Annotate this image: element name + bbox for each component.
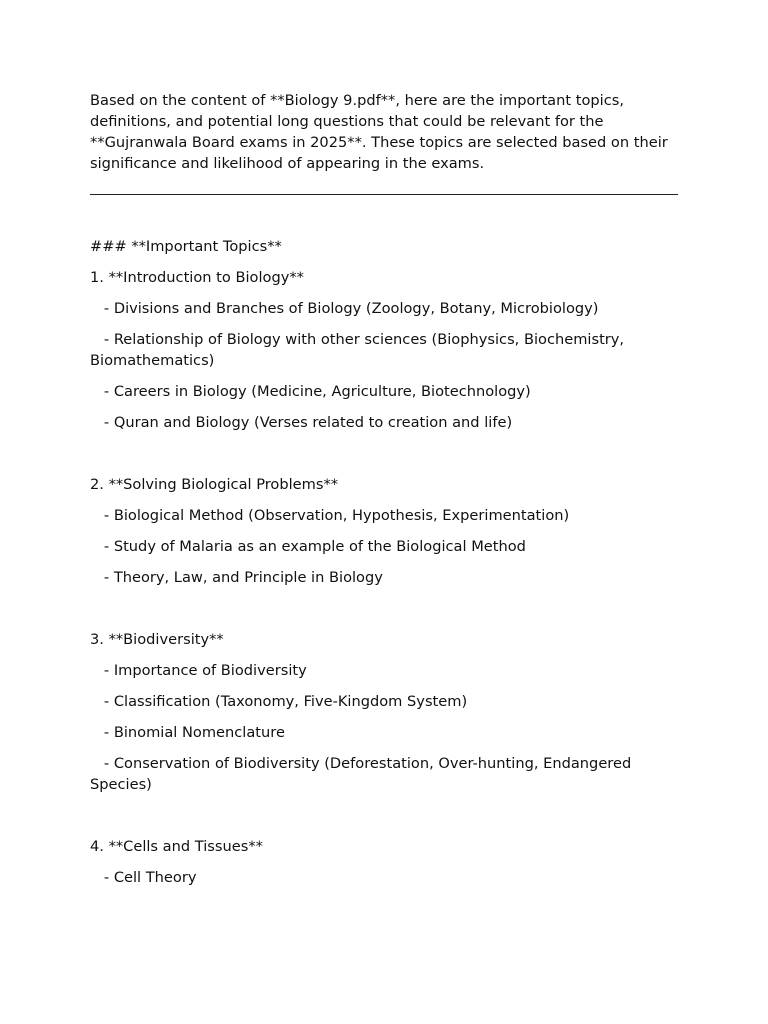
document-page	[90, 90, 678, 888]
topic-item: - Careers in Biology (Medicine, Agriculture, Biotechnology)	[90, 383, 531, 400]
intro-paragraph: Based on the content of **Biology 9.pdf**, here are the important topics, definitions, and potential long questions that could be relevant for the **Gujranwala Board exams in 2025**. These topics are selected based on their significance and likelihood of appearing in the exams.	[90, 92, 668, 172]
topic-item: - Conservation of Biodiversity (Deforestation, Over-hunting, Endangered Species)	[90, 755, 636, 793]
topic-item: - Theory, Law, and Principle in Biology	[90, 569, 383, 586]
section-heading: ### **Important Topics**	[90, 238, 282, 255]
topic-item: - Divisions and Branches of Biology (Zoology, Botany, Microbiology)	[90, 300, 599, 317]
topic-item: - Binomial Nomenclature	[90, 724, 285, 741]
horizontal-rule	[90, 194, 678, 195]
topic-title: 2. **Solving Biological Problems**	[90, 476, 339, 493]
topic-item: - Relationship of Biology with other sciences (Biophysics, Biochemistry, Biomathematics)	[90, 331, 629, 369]
topic-item: - Cell Theory	[90, 869, 197, 886]
topic-title: 3. **Biodiversity**	[90, 631, 224, 648]
topic-title: 1. **Introduction to Biology**	[90, 269, 304, 286]
topic-item: - Study of Malaria as an example of the Biological Method	[90, 538, 526, 555]
topic-item: - Biological Method (Observation, Hypothesis, Experimentation)	[90, 507, 570, 524]
topic-title: 4. **Cells and Tissues**	[90, 838, 263, 855]
topic-item: - Quran and Biology (Verses related to creation and life)	[90, 414, 513, 431]
topic-item: - Importance of Biodiversity	[90, 662, 307, 679]
topic-item: - Classification (Taxonomy, Five-Kingdom System)	[90, 693, 468, 710]
